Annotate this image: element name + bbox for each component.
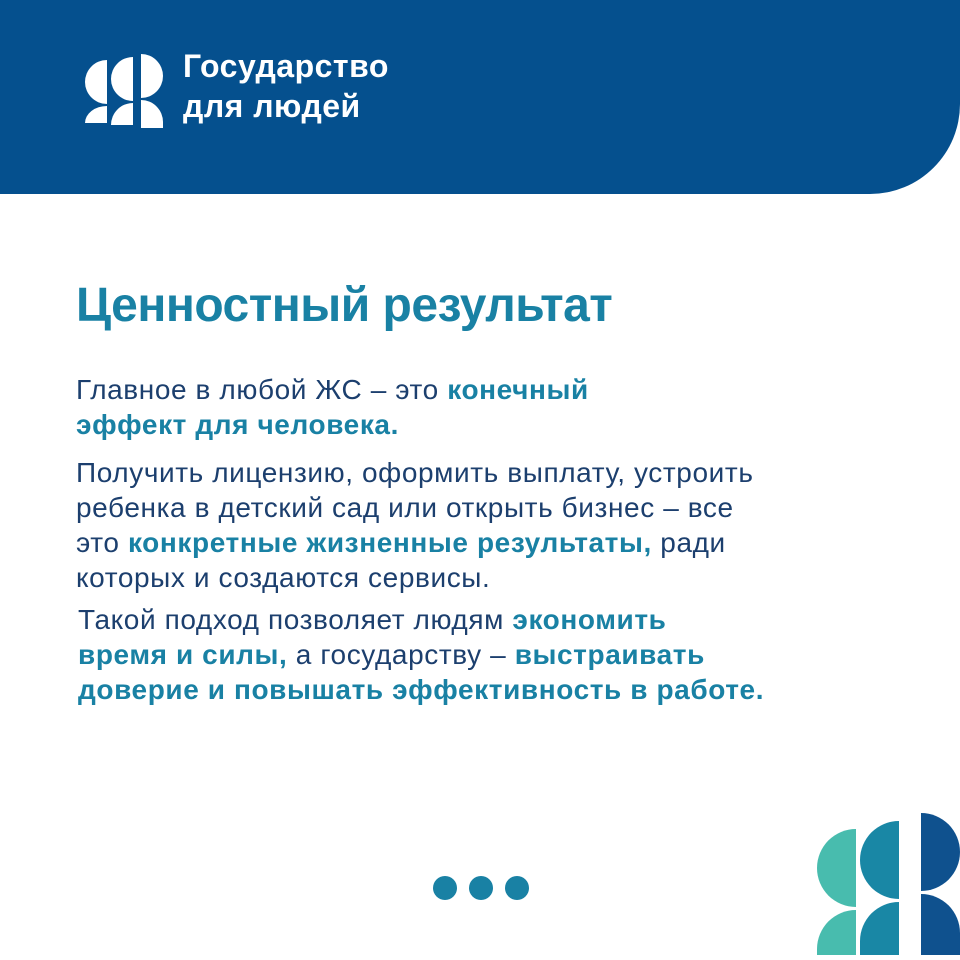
paragraph [76,455,754,595]
paragraph [78,602,764,707]
highlighted-text: доверие и повышать эффективность в работе. [78,674,765,705]
pagination-dot[interactable] [505,876,529,900]
text-line [76,490,754,525]
text-line [76,455,754,490]
text-line [76,407,589,442]
body-text-segment: а государству – [287,639,515,670]
highlighted-text: время и силы, [78,639,288,670]
highlighted-text: конкретные жизненные результаты, [127,527,652,558]
text-line [76,372,589,407]
corner-logo-icon [817,813,960,955]
brand-logo-icon [85,54,167,130]
text-line [78,602,764,637]
brand-name-line1: Государство [183,48,389,84]
highlighted-text: выстраивать [514,639,705,670]
pagination-dot[interactable] [433,876,457,900]
paragraph [76,372,589,442]
body-text-segment: Такой подход позволяет людям [78,604,513,635]
brand-name-line2: для людей [183,88,361,124]
pagination-dot[interactable] [469,876,493,900]
pagination-dots [433,876,529,900]
body-text-segment: это [76,527,128,558]
body-text-segment: Получить лицензию, оформить выплату, устроить [76,457,754,488]
text-line [78,672,764,707]
highlighted-text: эффект для человека. [76,409,399,440]
body-text-segment: Главное в любой ЖС – это [76,374,448,405]
body-text-segment: которых и создаются сервисы. [76,562,491,593]
header-banner [0,0,960,194]
highlighted-text: экономить [512,604,667,635]
page-title: Ценностный результат [76,279,613,332]
body-text-segment: ребенка в детский сад или открыть бизнес – все [76,492,734,523]
text-line [78,637,764,672]
brand-name [183,46,389,126]
highlighted-text: конечный [447,374,589,405]
text-line [76,525,754,560]
text-line [76,560,754,595]
body-text-segment: ради [651,527,726,558]
